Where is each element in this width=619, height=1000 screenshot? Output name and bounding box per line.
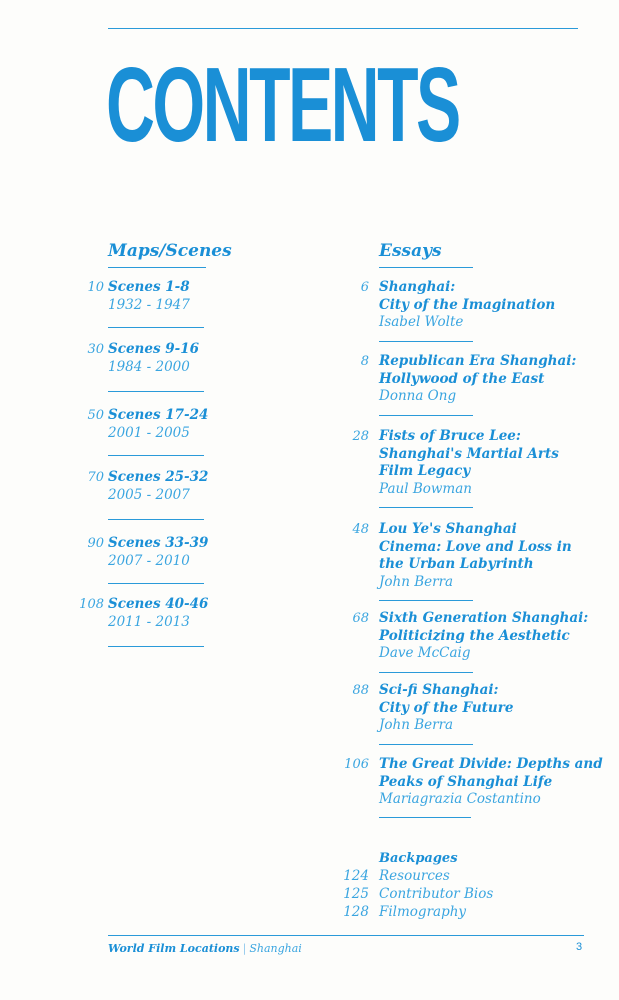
essay-entry[interactable] bbox=[352, 682, 514, 735]
entry-divider bbox=[108, 327, 204, 328]
essay-entry[interactable] bbox=[352, 610, 589, 663]
footer-series bbox=[108, 942, 302, 955]
maps-entry[interactable] bbox=[87, 279, 190, 314]
essay-title-line: Film Legacy bbox=[379, 463, 471, 479]
backpage-label: Resources bbox=[379, 868, 450, 884]
essays-heading-rule bbox=[379, 267, 473, 268]
backpage-item[interactable] bbox=[343, 868, 450, 884]
entry-page-number: 68 bbox=[352, 611, 369, 626]
entry-page-number: 88 bbox=[352, 683, 369, 698]
page-number: 3 bbox=[576, 941, 583, 953]
entry-divider bbox=[379, 744, 473, 745]
essay-entry[interactable] bbox=[352, 428, 559, 498]
entry-subtitle: 1984 - 2000 bbox=[108, 358, 190, 375]
footer-city: Shanghai bbox=[249, 942, 302, 955]
maps-heading: Maps/Scenes bbox=[108, 241, 232, 261]
entry-divider bbox=[379, 507, 473, 508]
entry-divider bbox=[379, 817, 471, 818]
backpage-item[interactable] bbox=[343, 904, 467, 920]
essay-entry[interactable] bbox=[360, 353, 577, 406]
entry-divider bbox=[108, 583, 204, 584]
backpages-heading: Backpages bbox=[379, 851, 458, 866]
essay-title-line: Fists of Bruce Lee: bbox=[379, 428, 521, 444]
essay-author: Mariagrazia Costantino bbox=[379, 791, 541, 807]
entry-page-number: 28 bbox=[352, 429, 369, 444]
entry-title: Scenes 33-39 bbox=[108, 535, 209, 551]
essay-title-line: the Urban Labyrinth bbox=[379, 556, 534, 572]
footer-series-name: World Film Locations bbox=[108, 942, 240, 955]
bottom-rule bbox=[108, 935, 584, 936]
maps-entry[interactable] bbox=[87, 469, 209, 504]
entry-title: Scenes 17-24 bbox=[108, 407, 209, 423]
essay-author: Dave McCaig bbox=[379, 645, 471, 661]
maps-entry[interactable] bbox=[87, 407, 209, 442]
entry-page-number: 90 bbox=[87, 536, 104, 551]
essay-title-line: Shanghai: bbox=[379, 279, 456, 295]
maps-heading-rule bbox=[108, 267, 206, 268]
entry-page-number: 30 bbox=[87, 342, 104, 357]
entry-divider bbox=[379, 600, 473, 601]
entry-divider bbox=[379, 415, 473, 416]
backpage-number: 125 bbox=[343, 886, 369, 902]
essay-title-line: Lou Ye's Shanghai bbox=[379, 521, 517, 537]
essay-title-line: City of the Future bbox=[379, 699, 514, 716]
essay-title-line: Shanghai's Martial Arts bbox=[379, 445, 559, 462]
entry-subtitle: 2011 - 2013 bbox=[108, 613, 190, 630]
backpage-number: 124 bbox=[343, 868, 369, 884]
entry-page-number: 6 bbox=[360, 280, 369, 295]
entry-title: Scenes 9-16 bbox=[108, 341, 200, 357]
essay-title-line: Cinema: Love and Loss in bbox=[379, 538, 572, 555]
entry-page-number: 10 bbox=[87, 280, 104, 295]
essays-heading: Essays bbox=[379, 241, 442, 261]
entry-page-number: 70 bbox=[87, 470, 104, 485]
essay-title-line: City of the Imagination bbox=[379, 296, 556, 313]
page-title: CONTENTS bbox=[106, 46, 459, 164]
entry-divider bbox=[108, 519, 204, 520]
essay-author: Donna Ong bbox=[379, 388, 457, 404]
essay-title-line: Sixth Generation Shanghai: bbox=[379, 610, 589, 626]
entry-subtitle: 2001 - 2005 bbox=[108, 424, 190, 441]
backpage-label: Contributor Bios bbox=[379, 886, 494, 902]
essay-title-line: Sci-fi Shanghai: bbox=[379, 682, 499, 698]
entry-title: Scenes 25-32 bbox=[108, 469, 209, 485]
entry-title: Scenes 1-8 bbox=[108, 279, 190, 295]
entry-subtitle: 1932 - 1947 bbox=[108, 296, 190, 313]
essay-author: Paul Bowman bbox=[379, 480, 472, 497]
essay-title-line: Politicizing the Aesthetic bbox=[379, 627, 570, 644]
essay-author: John Berra bbox=[379, 717, 454, 733]
maps-entry[interactable] bbox=[79, 596, 209, 631]
entry-title: Scenes 40-46 bbox=[108, 596, 209, 612]
top-rule bbox=[108, 28, 578, 29]
essay-entry[interactable] bbox=[352, 521, 572, 591]
entry-page-number: 48 bbox=[352, 522, 369, 537]
entry-page-number: 106 bbox=[344, 757, 369, 772]
essay-entry[interactable] bbox=[344, 756, 603, 809]
backpage-label: Filmography bbox=[379, 904, 467, 920]
essay-title-line: Peaks of Shanghai Life bbox=[379, 773, 553, 790]
footer-separator: | bbox=[242, 942, 247, 955]
essay-title-line: Republican Era Shanghai: bbox=[379, 353, 577, 369]
essay-entry[interactable] bbox=[360, 279, 556, 332]
essay-title-line: The Great Divide: Depths and bbox=[379, 756, 603, 772]
entry-divider bbox=[379, 341, 473, 342]
entry-divider bbox=[108, 455, 204, 456]
entry-divider bbox=[379, 672, 473, 673]
backpage-item[interactable] bbox=[343, 886, 494, 902]
essay-author: Isabel Wolte bbox=[379, 314, 464, 330]
entry-page-number: 50 bbox=[87, 408, 104, 423]
backpage-number: 128 bbox=[343, 904, 369, 920]
maps-entry[interactable] bbox=[87, 535, 209, 570]
maps-entry[interactable] bbox=[87, 341, 200, 376]
essay-author: John Berra bbox=[379, 573, 454, 590]
entry-subtitle: 2005 - 2007 bbox=[108, 486, 190, 503]
entry-page-number: 8 bbox=[360, 354, 369, 369]
entry-divider bbox=[108, 646, 204, 647]
essay-title-line: Hollywood of the East bbox=[379, 370, 545, 387]
entry-page-number: 108 bbox=[79, 597, 104, 612]
entry-subtitle: 2007 - 2010 bbox=[108, 552, 190, 569]
entry-divider bbox=[108, 391, 204, 392]
